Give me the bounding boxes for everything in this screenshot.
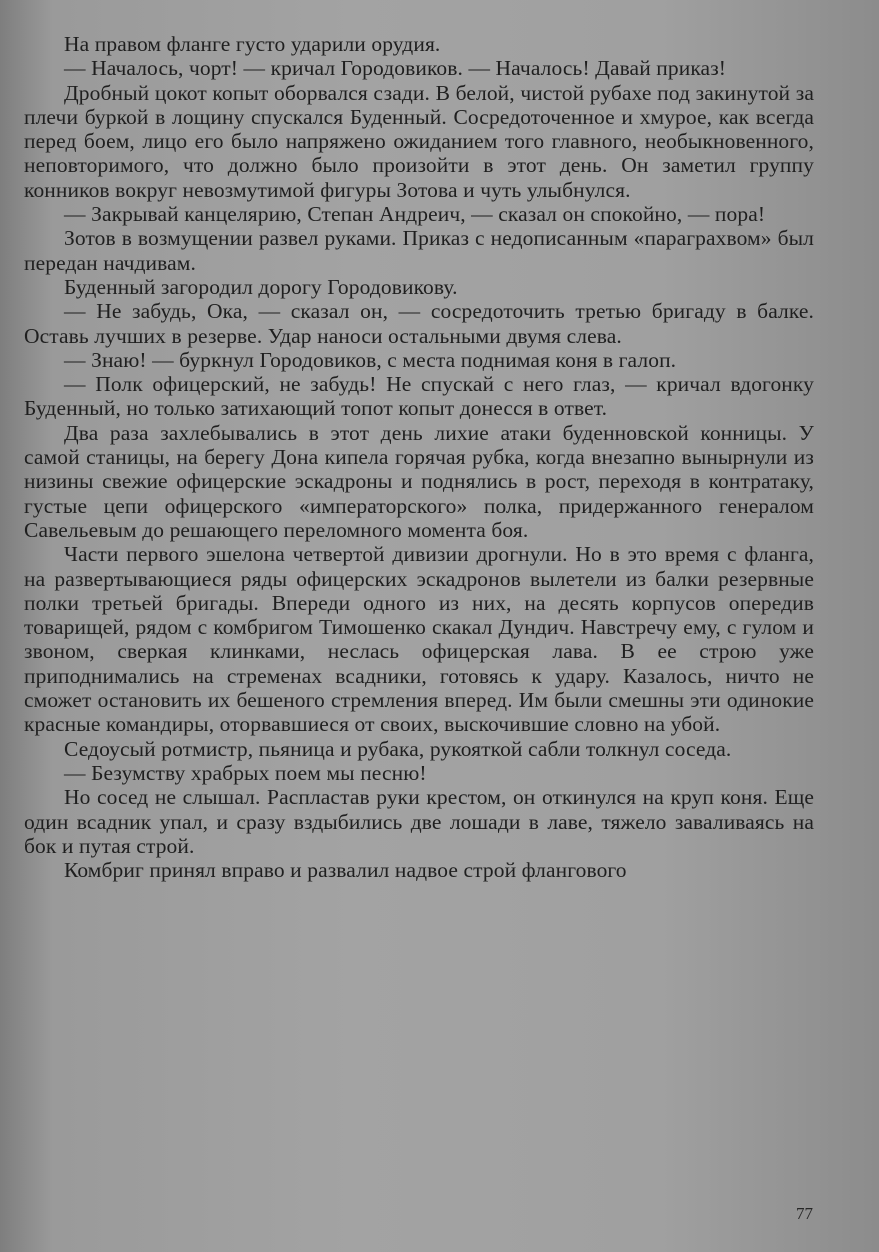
paragraph: Дробный цокот копыт оборвался сзади. В белой, чистой рубахе под закинутой за плечи буркой в лощину спускался Буденный. Сосредоточенное и хмурое, как всегда перед боем, лицо его было напряжено ожиданием того главного, необыкновенного, неповторимого, что должно было произойти в этот день. Он заметил группу конников вокруг невозмутимой фигуры Зотова и чуть улыбнулся. bbox=[24, 80, 814, 202]
paragraph: Буденный загородил дорогу Городовикову. bbox=[64, 274, 458, 299]
paragraph: На правом фланге густо ударили орудия. bbox=[64, 32, 441, 56]
paragraph: — Началось, чорт! — кричал Городовиков. — Началось! Давай приказ! bbox=[64, 56, 727, 81]
paragraph: — Полк офицерский, не забудь! Не спускай с него глаз, — кричал вдогонку Буденный, но только затихающий топот копыт донесся в ответ. bbox=[24, 372, 814, 421]
paragraph: — Не забудь, Ока, — сказал он, — сосредоточить третью бригаду в балке. Оставь лучших в резерве. Удар наноси остальными двумя слева. bbox=[24, 299, 814, 348]
page-text bbox=[24, 32, 814, 882]
paragraph: Два раза захлебывались в этот день лихие атаки буденновской конницы. У самой станицы, на берегу Дона кипела горячая рубка, когда внезапно вынырнули из низины свежие офицерские эскадроны и поднялись в рост, переходя в контратаку, густые цепи офицерского «императорского» полка, придержанного генералом Савельевым до решающего переломного момента боя. bbox=[24, 420, 814, 542]
paragraph: — Безумству храбрых поем мы песню! bbox=[64, 760, 427, 785]
paragraph: Зотов в возмущении развел руками. Приказ с недописанным «параграхвом» был передан начдивам. bbox=[24, 226, 814, 275]
paragraph: — Закрывай канцелярию, Степан Андреич, — сказал он спокойно, — пора! bbox=[64, 202, 766, 227]
paragraph: Комбриг принял вправо и развалил надвое строй флангового bbox=[64, 858, 627, 883]
paragraph: Седоусый ротмистр, пьяница и рубака, рукояткой сабли толкнул соседа. bbox=[64, 736, 732, 761]
paragraph: Части первого эшелона четвертой дивизии дрогнули. Но в это время с фланга, на развертывающиеся ряды офицерских эскадронов вылетели из балки резервные полки третьей бригады. Впереди одного из них, на десять корпусов опередив товарищей, рядом с комбригом Тимошенко скакал Дундич. Навстречу ему, с гулом и звоном, сверкая клинками, неслась офицерская лава. В ее строю уже приподнимались на стременах всадники, готовясь к удару. Казалось, ничто не сможет остановить их бешеного стремления вперед. Им были смешны эти одинокие красные командиры, оторвавшиеся от своих, выскочившие словно на убой. bbox=[24, 542, 814, 737]
page-number: 77 bbox=[796, 1204, 813, 1223]
paragraph: — Знаю! — буркнул Городовиков, с места поднимая коня в галоп. bbox=[64, 347, 677, 372]
paragraph: Но сосед не слышал. Распластав руки крестом, он откинулся на круп коня. Еще один всадник упал, и сразу вздыбились две лошади в лаве, тяжело заваливаясь на бок и путая строй. bbox=[24, 785, 814, 858]
